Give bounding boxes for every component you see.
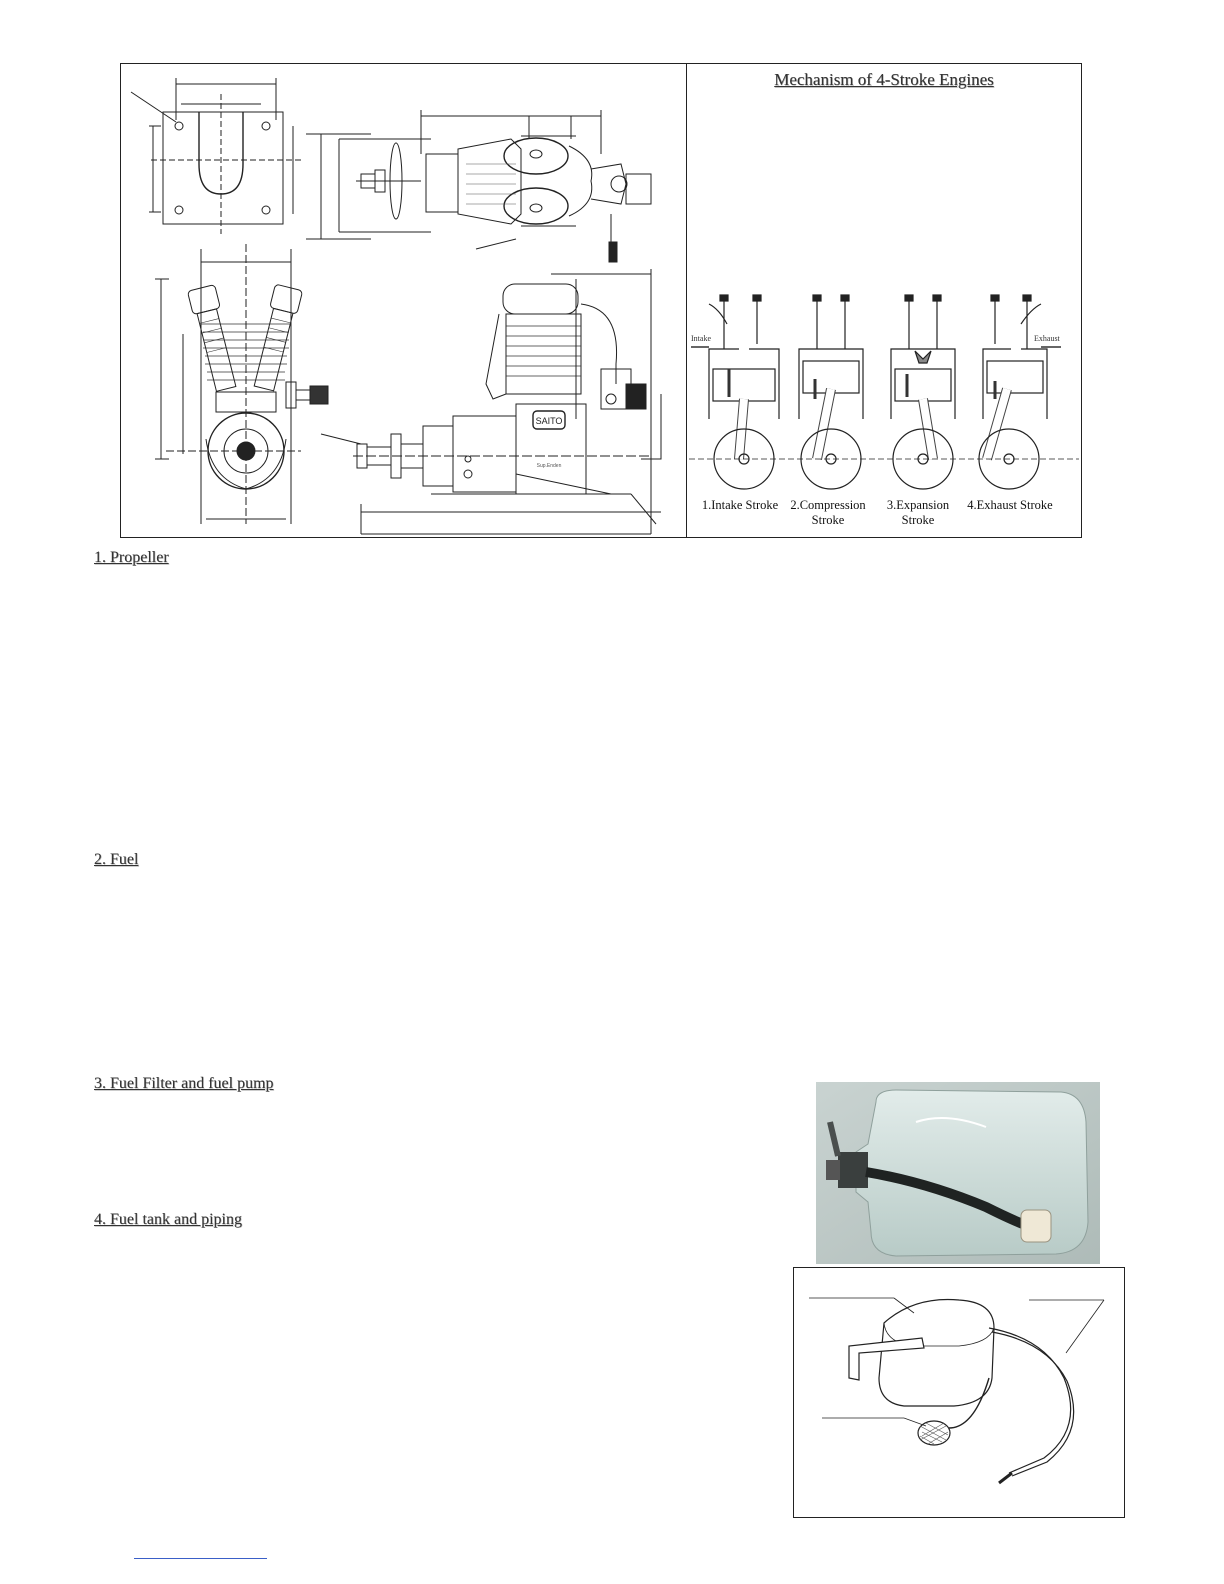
engine-dimension-drawing xyxy=(121,64,686,537)
mount-plate-view xyxy=(131,78,301,234)
figure-divider xyxy=(686,64,687,537)
engine-figure-box xyxy=(120,63,1082,538)
stroke-1-intake xyxy=(709,295,779,489)
stroke-label-1: 1.Intake Stroke xyxy=(701,498,779,512)
engine-front-view xyxy=(155,244,328,524)
fuel-tank-diagram xyxy=(794,1268,1124,1517)
fuel-tank-diagram-box xyxy=(793,1267,1125,1518)
stroke-label-4: 4.Exhaust Stroke xyxy=(967,498,1053,512)
exhaust-flow-label: Exhaust xyxy=(1034,334,1060,343)
heading-fuel: 2. Fuel xyxy=(94,851,139,868)
fuel-tank-photo xyxy=(816,1082,1100,1264)
stroke-3-expansion xyxy=(891,295,955,489)
engine-side-text: Sup.Enden xyxy=(536,463,562,469)
heading-fuel-filter-pump: 3. Fuel Filter and fuel pump xyxy=(94,1075,274,1092)
stroke-label-2: 2.Compression Stroke xyxy=(790,498,866,527)
footer-link-underline xyxy=(134,1558,267,1559)
stroke-4-exhaust xyxy=(979,295,1047,489)
engine-side-view xyxy=(321,269,661,534)
mechanism-title: Mechanism of 4-Stroke Engines xyxy=(774,70,994,89)
intake-flow-label: Intake xyxy=(691,334,711,343)
engine-top-view xyxy=(306,110,651,262)
stroke-2-compression xyxy=(799,295,863,489)
stroke-label-3: 3.Expansion Stroke xyxy=(886,498,950,527)
engine-badge: SAITO xyxy=(535,416,563,426)
heading-propeller: 1. Propeller xyxy=(94,549,169,566)
heading-fuel-tank-piping: 4. Fuel tank and piping xyxy=(94,1211,242,1228)
